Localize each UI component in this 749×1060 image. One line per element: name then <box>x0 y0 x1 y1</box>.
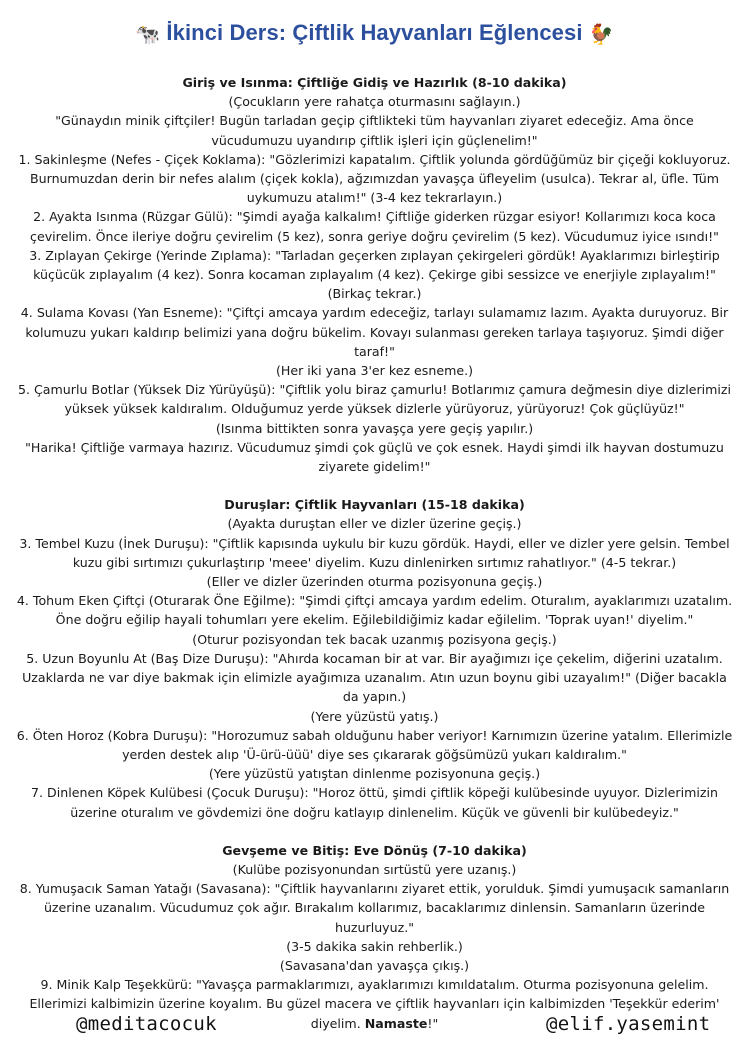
paragraph: "Günaydın minik çiftçiler! Bugün tarladan geçip çiftlikteki tüm hayvanları ziyaret edeceğiz. Ama önce vücudumuzu uyandırıp çiftlik işleri için güçlenelim!" <box>55 113 694 148</box>
section-heading: Giriş ve Isınma: Çiftliğe Gidiş ve Hazırlık (8-10 dakika) <box>182 75 567 90</box>
section-heading: Duruşlar: Çiftlik Hayvanları (15-18 dakika) <box>224 497 525 513</box>
cow-icon: 🐄 <box>135 24 161 46</box>
paragraph: (Her iki yana 3'er kez esneme.) <box>275 363 474 379</box>
paragraph: (Yere yüzüstü yatıştan dinlenme pozisyonuna geçiş.) <box>208 766 541 782</box>
paragraph: 4. Sulama Kovası (Yan Esneme): "Çiftçi amcaya yardım edeceğiz, tarlayı sulamamız lazım. Ayakta duruyoruz. Bir kolumuzu yukarı kaldırıp belimizi yana doğru bükelim. Kovayı sulanması gereken tarlaya taşıyoruz. Şimdi diğer taraf!" <box>20 305 729 359</box>
page-title <box>0 20 749 47</box>
paragraph: 3. Tembel Kuzu (İnek Duruşu): "Çiftlik kapısında uykulu bir kuzu gördük. Haydi, eller ve dizler yere gelsin. Tembel kuzu gibi sırtımızı çukurlaştırıp 'meee' diyelim. Kuzu dinlenirken sırtımız rahatlıyor." (4-5 tekrar.) <box>19 535 730 570</box>
paragraph: (Savasana'dan yavaşça çıkış.) <box>279 957 470 973</box>
rooster-icon: 🐓 <box>588 24 614 46</box>
paragraph: (Isınma bittikten sonra yavaşça yere geçiş yapılır.) <box>215 420 534 436</box>
paragraph: 4. Tohum Eken Çiftçi (Oturarak Öne Eğilme): "Şimdi çiftçi amcaya yardım edelim. Oturalım, ayaklarımızı uzatalım. Öne doğru eğilip hayali tohumları yere ekelim. Eğilebildiğimiz kadar eğilelim. 'Toprak uyan!' diyelim." <box>16 593 733 628</box>
paragraph: 5. Uzun Boyunlu At (Baş Dize Duruşu): "Ahırda kocaman bir at var. Bir ayağımızı içe çekelim, diğerini uzatalım. Uzaklarda ne var diye bakmak için elimizle ayağımıza uzanalım. Atın uzun boynu gibi uzayalım!" (Diğer bacakla da yapın.) <box>22 650 727 705</box>
paragraph: (Oturur pozisyondan tek bacak uzanmış pozisyona geçiş.) <box>192 631 557 647</box>
section-spacer <box>14 476 735 495</box>
lesson-content <box>14 73 735 1033</box>
paragraph: 6. Öten Horoz (Kobra Duruşu): "Horozumuz sabah olduğunu haber veriyor! Karnımızın üzerine yatalım. Ellerimizle yerden destek alıp 'Ü-ürü-üüü' diye ses çıkararak göğsümüzü yukarı kaldıralım." <box>16 727 733 762</box>
paragraph: 1. Sakinleşme (Nefes - Çiçek Koklama): "Gözlerimizi kapatalım. Çiftlik yolunda gördüğümüz bir çiçeği kokluyoruz. Burnumuzdan derin bir nefes alalım (çiçek kokla), ağzımızdan yavaşça üfleyelim (usulca). Tekrar al, üfle. Tüm uykumuzu atalım!" (3-4 kez tekrarlayın.) <box>18 151 731 206</box>
paragraph: (Ayakta duruştan eller ve dizler üzerine geçiş.) <box>227 516 522 532</box>
paragraph: (Eller ve dizler üzerinden oturma pozisyonuna geçiş.) <box>206 574 543 590</box>
signature-left: @meditacocuk <box>76 1013 217 1035</box>
paragraph: 5. Çamurlu Botlar (Yüksek Diz Yürüyüşü): "Çiftlik yolu biraz çamurlu! Botlarımız çamura değmesin diye dizlerimizi yüksek yüksek kaldıralım. Olduğumuz yerde yüksek dizlerle yürüyoruz, yürüyoruz! Çok güçlüyüz!" <box>17 382 731 417</box>
paragraph: 7. Dinlenen Köpek Kulübesi (Çocuk Duruşu): "Horoz öttü, şimdi çiftlik köpeği kulübesinde uyuyor. Dizlerimizin üzerine oturalım ve gövdemizi öne doğru katlayıp dinlenelim. Küçük ve güvenli bir kulübedeyiz." <box>31 785 718 820</box>
signature-right: @elif.yasemint <box>546 1013 711 1035</box>
section-spacer <box>14 822 735 841</box>
paragraph: "Harika! Çiftliğe varmaya hazırız. Vücudumuz şimdi çok güçlü ve çok esnek. Haydi şimdi ilk hayvan dostumuzu ziyarete gidelim!" <box>25 439 724 475</box>
paragraph: (3-5 dakika sakin rehberlik.) <box>286 938 463 954</box>
section-heading: Gevşeme ve Bitiş: Eve Dönüş (7-10 dakika) <box>222 842 527 858</box>
paragraph: 3. Zıplayan Çekirge (Yerinde Zıplama): "Tarladan geçerken zıplayan çekirgeleri gördük! Ayaklarımızı birleştirip küçücük zıplayalım (4 kez). Sonra kocaman zıplayalım (4 kez). Çekirge gibi sessizce ve enerjiyle zıplayalım!" (Birkaç tekrar.) <box>29 247 720 302</box>
paragraph: (Çocukların yere rahatça oturmasını sağlayın.) <box>228 94 521 110</box>
final-paragraph-end: !" <box>427 1015 439 1031</box>
paragraph: (Yere yüzüstü yatış.) <box>310 708 439 724</box>
paragraph: 2. Ayakta Isınma (Rüzgar Gülü): "Şimdi ayağa kalkalım! Çiftliğe giderken rüzgar esiyor! Kollarımızı koca koca çevirelim. Önce ileriye doğru çevirelim (5 kez), sonra geriye doğru çevirelim (5 kez). Vücudumuz iyice ısındı!" <box>30 209 719 244</box>
namaste-bold: Namaste <box>364 1015 428 1031</box>
final-paragraph-text: 9. Minik Kalp Teşekkürü: "Yavaşça parmaklarımızı, ayaklarımızı kımıldatalım. Oturma pozisyonuna gelelim. Ellerimizi kalbimizin üzerine koyalım. Bu güzel macera ve çiftlik hayvanları için kalbimizden 'Teşekkür ederim' diyelim. <box>29 977 720 1031</box>
paragraph: (Kulübe pozisyonundan sırtüstü yere uzanış.) <box>232 861 517 877</box>
paragraph: 8. Yumuşacık Saman Yatağı (Savasana): "Çiftlik hayvanlarını ziyaret ettik, yorulduk. Şimdi yumuşacık samanların üzerine uzanalım. Vücudumuz çok ağır. Bırakalım kollarımız, bacaklarımız dinlensin. Samanların üzerinde huzurluyuz." <box>19 881 730 935</box>
page-title-text: İkinci Ders: Çiftlik Hayvanları Eğlencesi <box>166 20 583 45</box>
